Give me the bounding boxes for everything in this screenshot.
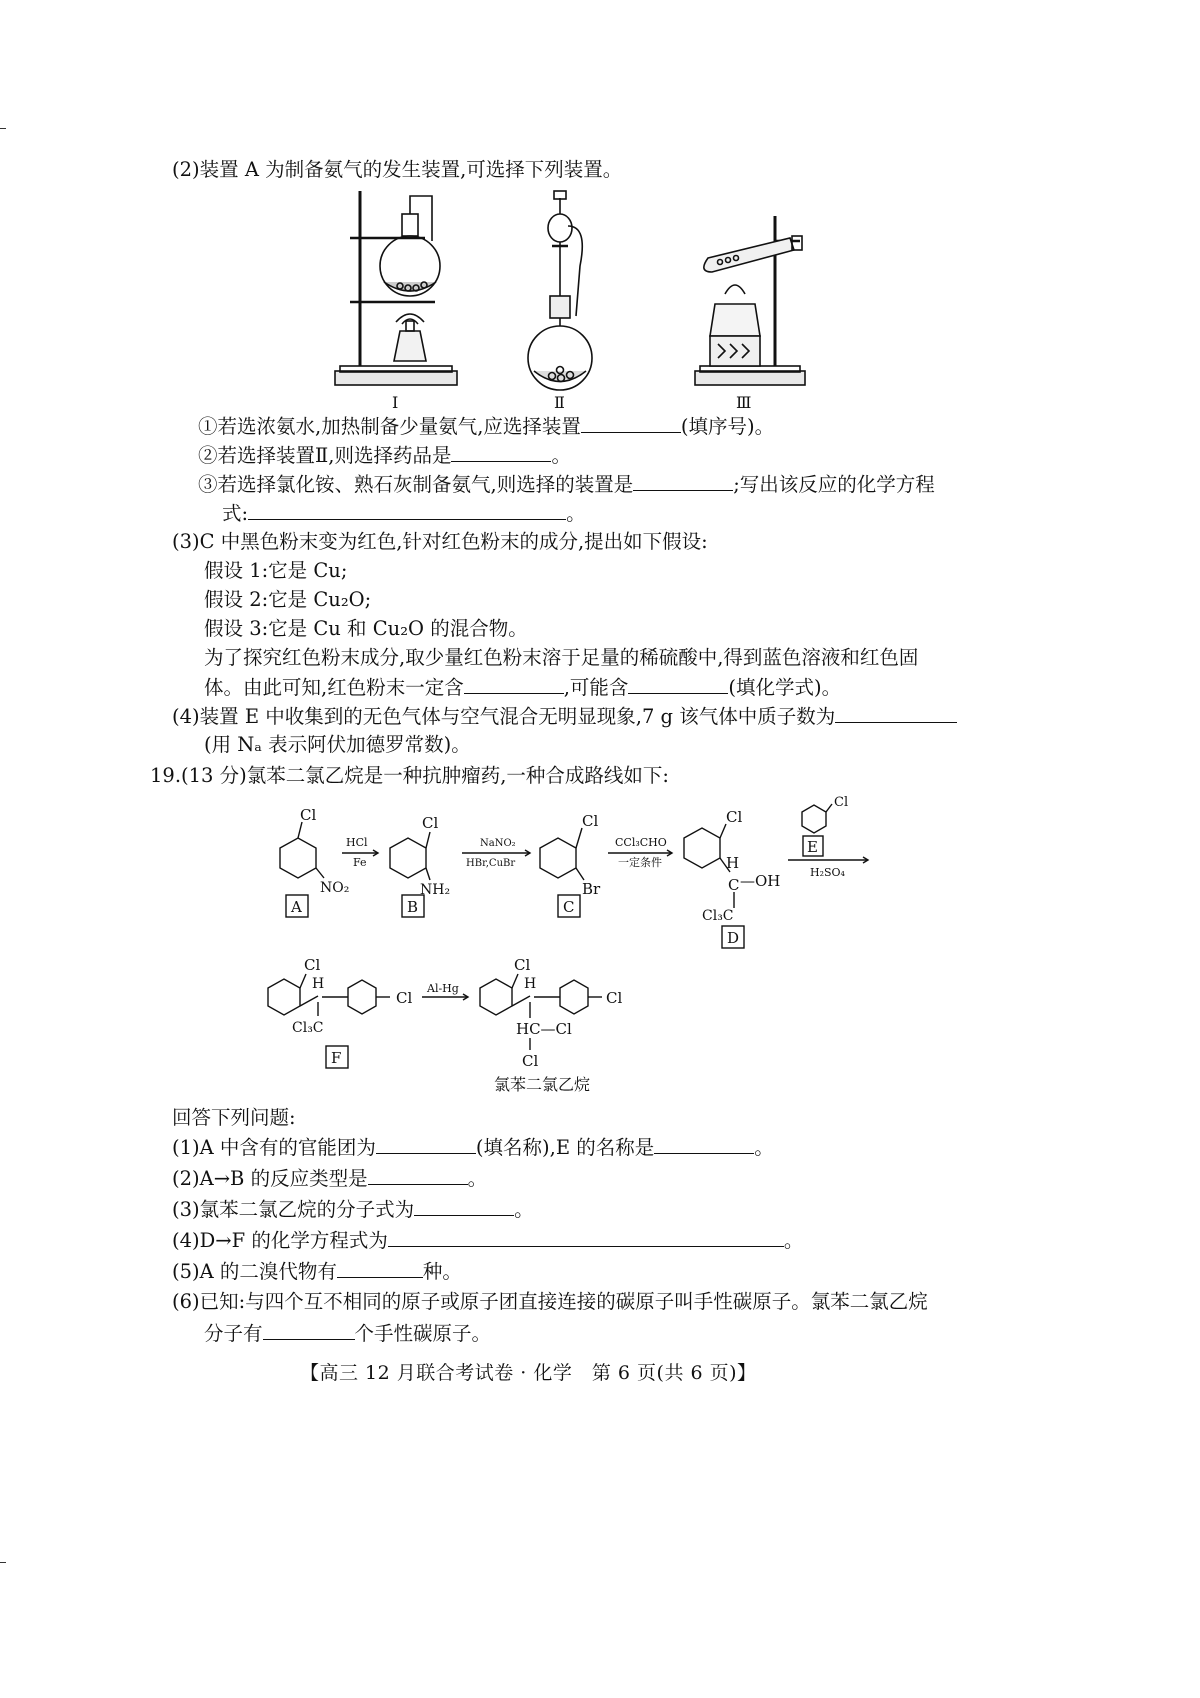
- q19-a6-text: 分子有: [204, 1322, 263, 1345]
- apparatus-label-1: Ⅰ: [392, 393, 399, 412]
- compound-b-cl: Cl: [422, 814, 439, 832]
- product-cl-bottom: Cl: [522, 1052, 539, 1070]
- part4-line-1: [172, 702, 957, 731]
- experiment-text-c: (填化学式)。: [728, 676, 842, 699]
- q19-a2-text: (2)A→B 的反应类型是: [172, 1167, 368, 1190]
- compound-c-structure: [540, 828, 584, 880]
- answer-blank-q3-equation[interactable]: [248, 499, 566, 520]
- edge-mark-top: [0, 128, 6, 129]
- apparatus-1: [335, 191, 457, 385]
- part2-q3-tail: ;写出该反应的化学方程: [733, 473, 935, 496]
- q19-a1: [172, 1133, 774, 1162]
- q19-a3: [172, 1195, 534, 1224]
- reagent-bc-top: NaNO₂: [480, 838, 516, 849]
- compound-b-structure: [390, 832, 430, 880]
- product-name: 氯苯二氯乙烷: [494, 1075, 591, 1094]
- part2-q3: [198, 470, 935, 499]
- q19-a1-mid: (填名称),E 的名称是: [475, 1136, 655, 1159]
- part2-intro: (2)装置 A 为制备氨气的发生装置,可选择下列装置。: [172, 158, 623, 181]
- compound-f-label: F: [331, 1049, 342, 1067]
- part2-q2-tail: 。: [551, 444, 571, 467]
- compound-a-cl: Cl: [300, 806, 317, 824]
- answer-blank-possible[interactable]: [628, 673, 728, 694]
- compound-d-h: H: [726, 854, 740, 872]
- reagent-ab-top: HCl: [346, 836, 368, 849]
- apparatus-figure: [330, 186, 810, 416]
- reagent-bc-bottom: HBr,CuBr: [466, 858, 516, 869]
- product-hc-cl: HC—Cl: [516, 1020, 572, 1038]
- answer-blank-reaction-type[interactable]: [368, 1164, 468, 1185]
- compound-d-cl3c: Cl₃C: [702, 908, 734, 924]
- part2-q2: [198, 441, 571, 470]
- apparatus-label-2: Ⅱ: [554, 393, 565, 412]
- compound-a-structure: [280, 822, 324, 878]
- compound-e-label: E: [807, 838, 818, 856]
- q19-a6-end: 个手性碳原子。: [354, 1322, 492, 1345]
- q19-a1-end: 。: [754, 1136, 774, 1159]
- part2-q1-tail: (填序号)。: [680, 415, 775, 438]
- q19-a3-end: 。: [514, 1198, 534, 1221]
- answer-blank-q2[interactable]: [451, 441, 551, 462]
- answer-blank-functional-group[interactable]: [376, 1133, 476, 1154]
- reagent-fp-top: Al-Hg: [427, 982, 459, 995]
- experiment-text-a: 体。由此可知,红色粉末一定含: [204, 676, 464, 699]
- part2-q2-text: ②若选择装置Ⅱ,则选择药品是: [198, 444, 452, 467]
- reagent-cd-top: CCl₃CHO: [615, 836, 667, 849]
- part2-q3-end: 。: [566, 502, 586, 525]
- product-cl-right: Cl: [606, 989, 623, 1007]
- apparatus-label-3: Ⅲ: [736, 393, 752, 412]
- q19-intro: 19.(13 分)氯苯二氯乙烷是一种抗肿瘤药,一种合成路线如下:: [150, 764, 670, 787]
- reagent-cd-bottom: 一定条件: [618, 856, 662, 869]
- compound-f-h: H: [312, 976, 325, 992]
- compound-d-label: D: [727, 929, 740, 947]
- q19-a5-end: 种。: [422, 1260, 462, 1283]
- q19-a4-text: (4)D→F 的化学方程式为: [172, 1229, 388, 1252]
- compound-d-cl: Cl: [726, 808, 743, 826]
- product-h: H: [524, 976, 537, 992]
- apparatus-3: [695, 216, 805, 385]
- part2-q3-cont: [222, 499, 586, 528]
- answer-blank-protons[interactable]: [835, 702, 957, 723]
- answer-blank-definite[interactable]: [464, 673, 564, 694]
- compound-f-structure: [268, 974, 390, 1016]
- hypothesis-3: 假设 3:它是 Cu 和 Cu₂O 的混合物。: [204, 617, 528, 640]
- part2-q3-prefix: 式:: [222, 502, 249, 525]
- reagent-df-bottom: H₂SO₄: [810, 866, 845, 879]
- hypothesis-2: 假设 2:它是 Cu₂O;: [204, 588, 372, 611]
- compound-a-no2: NO₂: [320, 880, 350, 896]
- q19-a6-cont: [204, 1319, 491, 1348]
- q19-a6: (6)已知:与四个互不相同的原子或原子团直接连接的碳原子叫手性碳原子。氯苯二氯乙烷: [172, 1290, 928, 1313]
- answer-blank-chiral[interactable]: [263, 1319, 355, 1340]
- compound-c-label: C: [563, 898, 575, 916]
- q19-a2-end: 。: [467, 1167, 488, 1190]
- compound-d-c: C: [728, 876, 740, 894]
- edge-mark-bottom: [0, 1562, 6, 1563]
- answer-blank-isomers[interactable]: [337, 1257, 423, 1278]
- compound-b-nh2: NH₂: [420, 882, 451, 898]
- answer-blank-equation[interactable]: [388, 1226, 784, 1247]
- page-footer: 【高三 12 月联合考试卷 · 化学 第 6 页(共 6 页)】: [300, 1362, 757, 1384]
- reagent-e-structure: [802, 804, 832, 833]
- product-cl-top: Cl: [514, 956, 531, 974]
- part4-line-2: (用 Nₐ 表示阿伏加德罗常数)。: [204, 733, 471, 756]
- q19-a5: [172, 1257, 462, 1286]
- synthesis-scheme-row2: [262, 950, 682, 1100]
- compound-c-br: Br: [582, 880, 601, 898]
- q19-a3-text: (3)氯苯二氯乙烷的分子式为: [172, 1198, 415, 1221]
- experiment-text-b: ,可能含: [563, 676, 629, 699]
- compound-b-label: B: [407, 898, 419, 916]
- q19-a1-text: (1)A 中含有的官能团为: [172, 1136, 376, 1159]
- part2-q1: [198, 412, 774, 441]
- q19-answer-intro: 回答下列问题:: [172, 1106, 296, 1129]
- q19-a4: [172, 1226, 803, 1255]
- q19-a5-text: (5)A 的二溴代物有: [172, 1260, 337, 1283]
- compound-a-label: A: [291, 898, 302, 916]
- part4-text: (4)装置 E 中收集到的无色气体与空气混合无明显现象,7 g 该气体中质子数为: [172, 705, 836, 728]
- apparatus-2: [528, 191, 592, 390]
- reagent-e-cl: Cl: [834, 795, 849, 810]
- synthesis-scheme-row1: [240, 795, 880, 968]
- experiment-line-2: [204, 673, 841, 702]
- compound-f-cl-right: Cl: [396, 989, 413, 1007]
- answer-blank-formula[interactable]: [414, 1195, 514, 1216]
- product-structure: [480, 974, 602, 1050]
- answer-blank-q3-apparatus[interactable]: [633, 470, 733, 491]
- q19-a2: [172, 1164, 487, 1193]
- experiment-line-1: 为了探究红色粉末成分,取少量红色粉末溶于足量的稀硫酸中,得到蓝色溶液和红色固: [204, 646, 919, 669]
- answer-blank-e-name[interactable]: [654, 1133, 754, 1154]
- compound-f-cl-top: Cl: [304, 956, 321, 974]
- q19-a4-end: 。: [783, 1229, 804, 1252]
- compound-c-cl: Cl: [582, 812, 599, 830]
- part3-intro: (3)C 中黑色粉末变为红色,针对红色粉末的成分,提出如下假设:: [172, 530, 708, 553]
- answer-blank-q1[interactable]: [581, 412, 681, 433]
- compound-f-cl3c: Cl₃C: [292, 1020, 324, 1036]
- part2-q3-text: ③若选择氯化铵、熟石灰制备氨气,则选择的装置是: [198, 473, 634, 496]
- hypothesis-1: 假设 1:它是 Cu;: [204, 559, 348, 582]
- reagent-ab-bottom: Fe: [353, 856, 367, 869]
- compound-d-oh: —OH: [740, 872, 781, 890]
- part2-q1-text: ①若选浓氨水,加热制备少量氨气,应选择装置: [198, 415, 581, 438]
